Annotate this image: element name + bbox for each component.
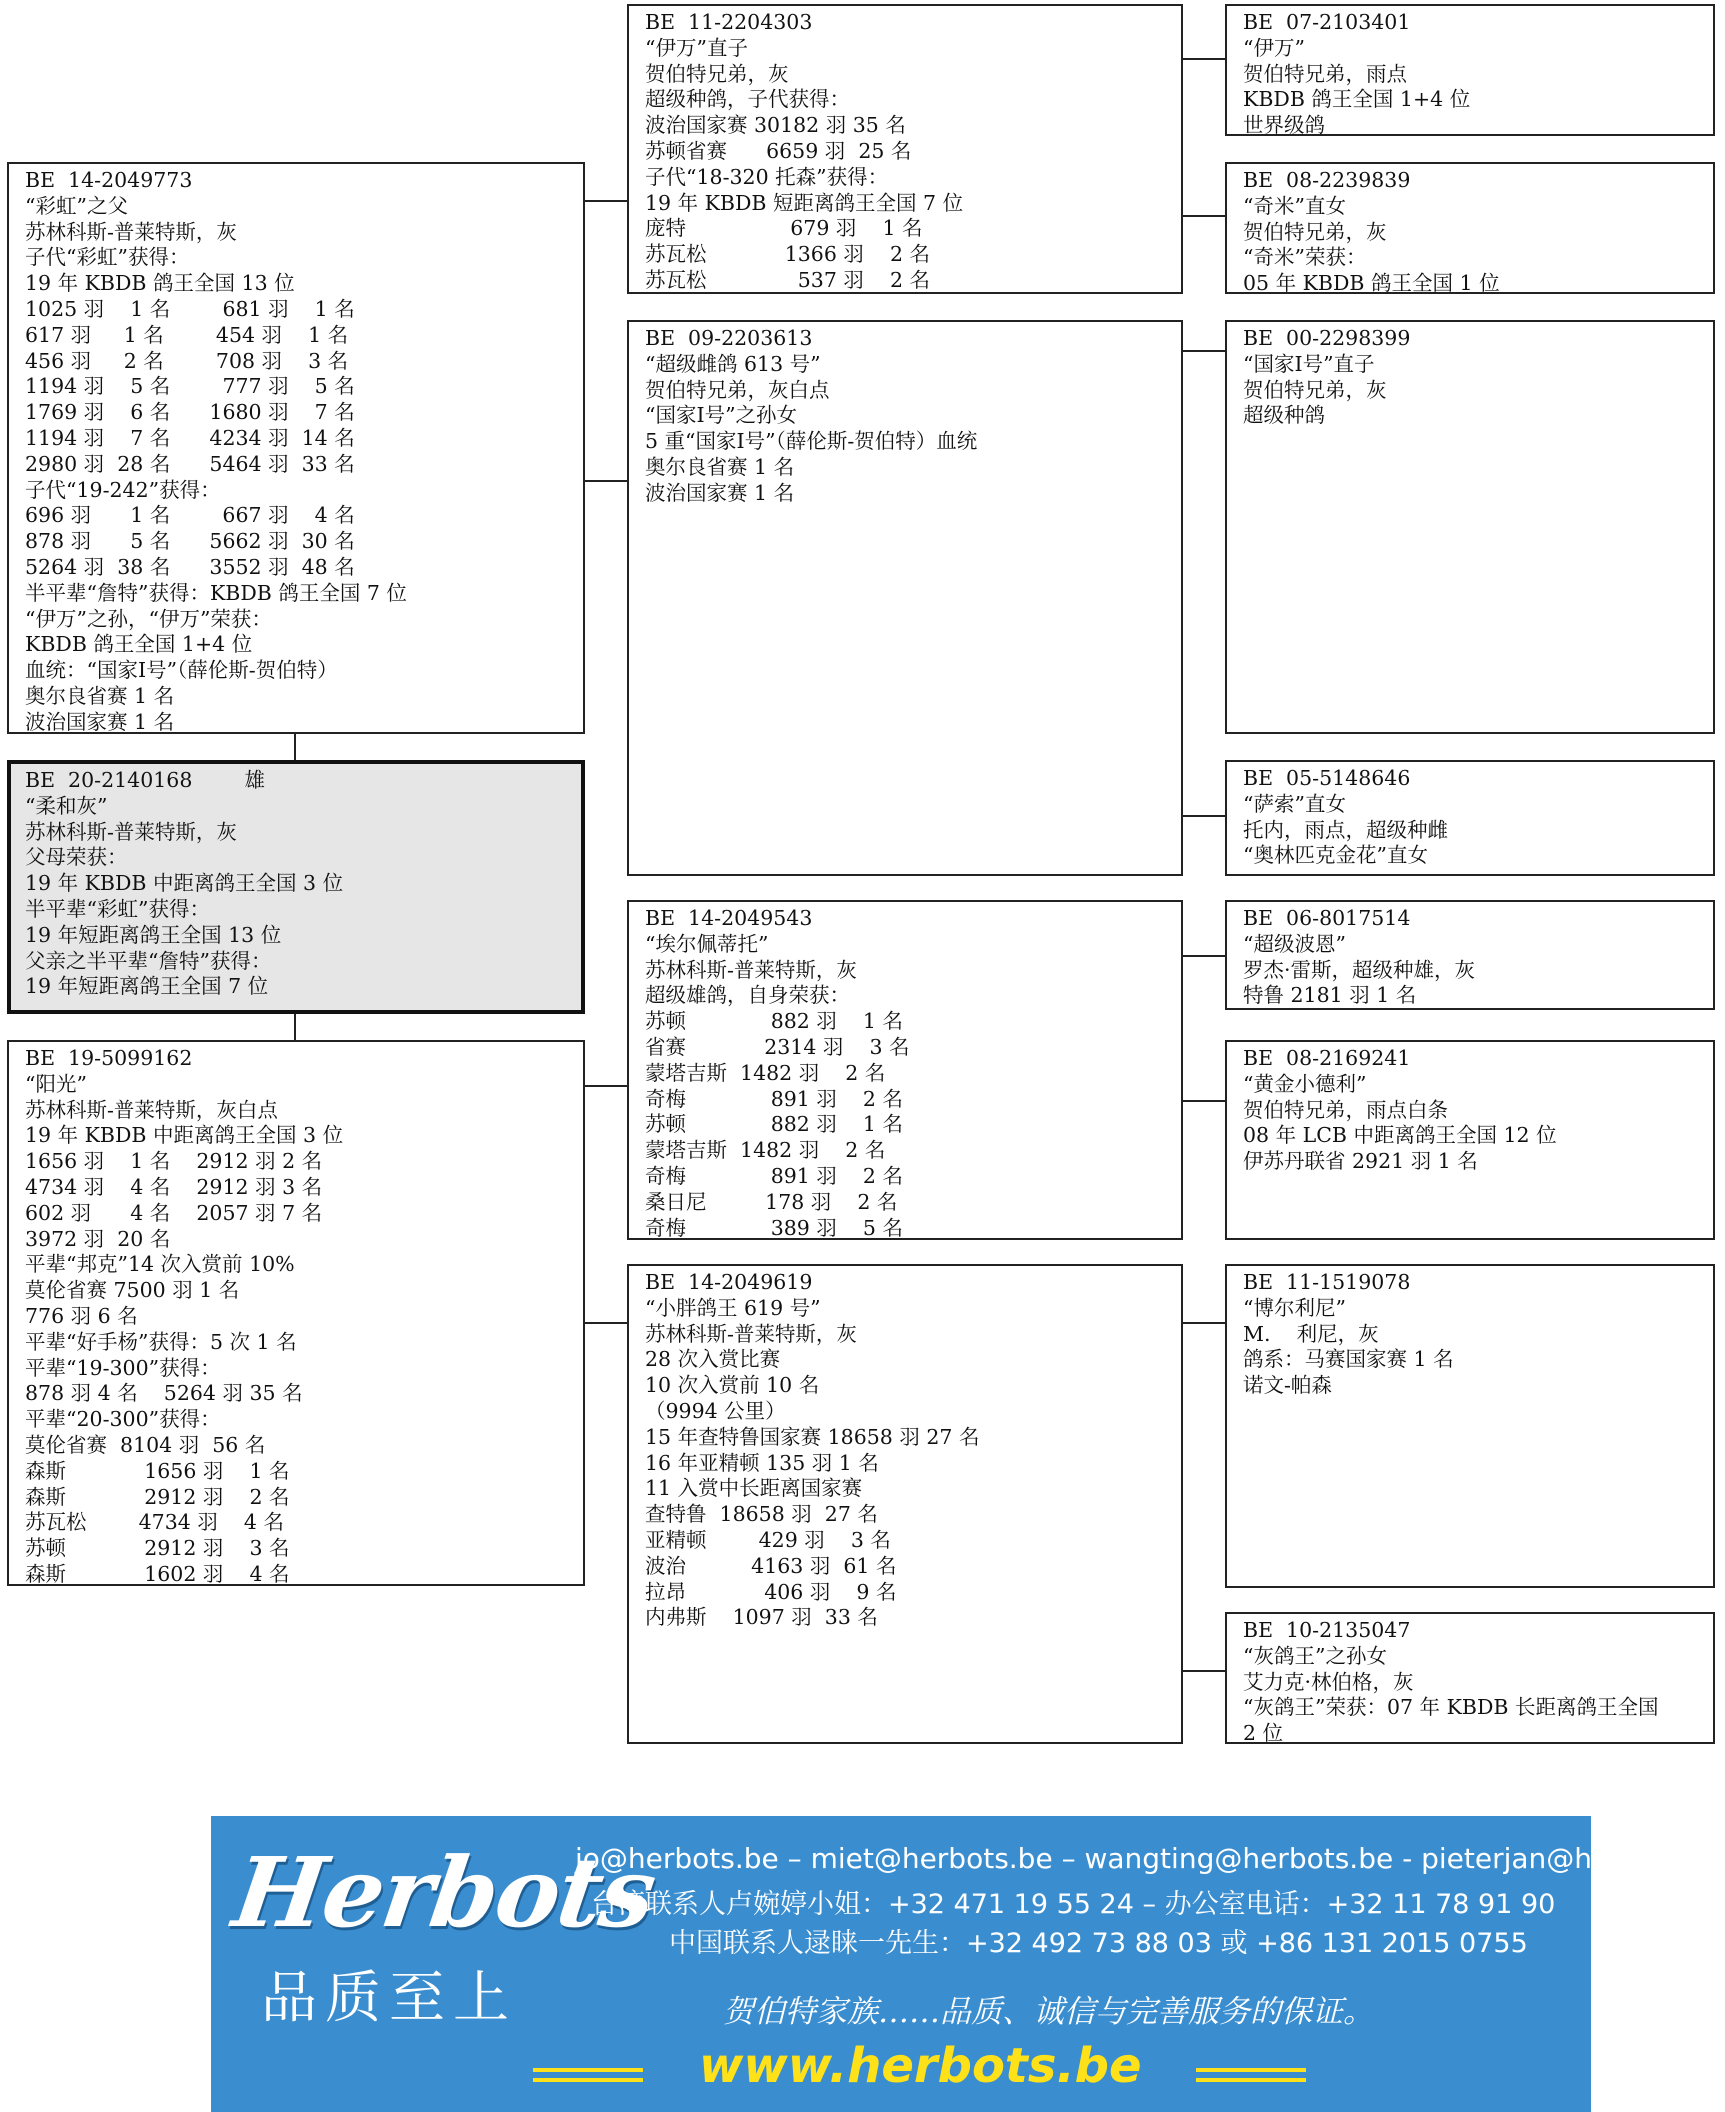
pedigree-text-line: 苏顿 882 羽 1 名: [645, 1112, 903, 1137]
pedigree-text-line: “小胖鸽王 619 号”: [645, 1295, 821, 1320]
pedigree-text-line: 2980 羽 28 名 5464 羽 33 名: [25, 451, 355, 476]
pedigree-text-line: 苏瓦松 537 羽 2 名: [645, 267, 930, 292]
pedigree-text-line: 超级种鸽: [1243, 403, 1325, 428]
pedigree-text-line: BE 09-2203613: [645, 326, 813, 350]
pedigree-text-line: 托内，雨点，超级种雌: [1243, 817, 1448, 842]
pedigree-text-line: 亚精顿 429 羽 3 名: [645, 1527, 891, 1552]
pedigree-text-line: 贺伯特兄弟，灰: [1243, 219, 1387, 244]
pedigree-text-line: （9994 公里）: [645, 1398, 786, 1423]
pedigree-text-line: 776 羽 6 名: [25, 1303, 138, 1328]
pedigree-text-line: “萨索”直女: [1243, 791, 1346, 816]
pedigree-text-line: 血统：“国家Ⅰ号”（薛伦斯-贺伯特）: [25, 658, 338, 683]
pedigree-text-line: 08 年 LCB 中距离鸽王全国 12 位: [1243, 1123, 1557, 1148]
pedigree-box-great-grandsire-3: [1225, 900, 1715, 1010]
pedigree-text-line: BE 07-2103401: [1243, 10, 1411, 34]
pedigree-box-great-granddam-1: [1225, 162, 1715, 294]
pedigree-text-line: BE 08-2239839: [1243, 168, 1411, 192]
banner-slogan: 品质至上: [261, 1966, 517, 2031]
pedigree-text-line: 波治 4163 羽 61 名: [645, 1553, 897, 1578]
pedigree-box-great-granddam-2: [1225, 760, 1715, 876]
pedigree-text-line: 15 年查特鲁国家赛 18658 羽 27 名: [645, 1424, 980, 1449]
contact-china: 中国联系人逯睐一先生：+32 492 73 88 03 或 +86 131 2015 0755: [669, 1928, 1528, 1959]
pedigree-text-line: 617 羽 1 名 454 羽 1 名: [25, 322, 349, 347]
pedigree-text-line: 奇梅 891 羽 2 名: [645, 1163, 903, 1188]
pedigree-text-line: 456 羽 2 名 708 羽 3 名: [25, 348, 349, 373]
pedigree-text-line: 森斯 1656 羽 1 名: [25, 1458, 290, 1483]
pedigree-text-line: 苏林科斯-普莱特斯，灰: [25, 819, 237, 844]
pedigree-text-line: 苏林科斯-普莱特斯，灰: [645, 957, 857, 982]
herbots-banner: [211, 1816, 1725, 2112]
pedigree-text-line: 奥尔良省赛 1 名: [25, 683, 175, 708]
contact-emails: jo@herbots.be – miet@herbots.be – wangting@herbots.be - pieterjan@herbots.be: [575, 1842, 1725, 1875]
pedigree-text-line: BE 05-5148646: [1243, 766, 1411, 790]
pedigree-text-line: “国家Ⅰ号”直子: [1243, 351, 1375, 376]
pedigree-text-line: 5 重“国家Ⅰ号”（薛伦斯-贺伯特）血统: [645, 429, 978, 454]
pedigree-text-line: 庞特 679 羽 1 名: [645, 216, 923, 241]
pedigree-text-line: 父亲之半平辈“詹特”获得：: [25, 948, 272, 973]
pedigree-text-line: “博尔利尼”: [1243, 1295, 1346, 1320]
pedigree-text-line: 子代“19-242”获得：: [25, 477, 221, 502]
pedigree-text-line: 贺伯特兄弟，灰: [1243, 377, 1387, 402]
pedigree-box-great-granddam-3: [1225, 1040, 1715, 1240]
pedigree-text-line: BE 14-2049619: [645, 1270, 813, 1294]
pedigree-text-line: “伊万”: [1243, 35, 1305, 60]
pedigree-text-line: 1194 羽 7 名 4234 羽 14 名: [25, 425, 355, 450]
pedigree-text-line: 森斯 1602 羽 4 名: [25, 1561, 290, 1586]
pedigree-text-line: 5264 羽 38 名 3552 羽 48 名: [25, 554, 355, 579]
pedigree-text-line: 1769 羽 6 名 1680 羽 7 名: [25, 400, 355, 425]
pedigree-text-line: 超级种鸽，子代获得：: [645, 87, 850, 112]
pedigree-text-line: 苏林科斯-普莱特斯，灰白点: [25, 1097, 278, 1122]
pedigree-text-line: 苏顿 2912 羽 3 名: [25, 1536, 290, 1561]
pedigree-text-line: “奥林匹克金花”直女: [1243, 843, 1428, 868]
pedigree-text-line: 贺伯特兄弟，灰白点: [645, 377, 830, 402]
pedigree-text-line: KBDB 鸽王全国 1+4 位: [25, 632, 253, 657]
pedigree-text-line: 莫伦省赛 8104 羽 56 名: [25, 1432, 266, 1457]
pedigree-text-line: “奇米”荣获：: [1243, 245, 1367, 270]
pedigree-text-line: KBDB 鸽王全国 1+4 位: [1243, 87, 1471, 112]
pedigree-box-granddam-maternal: [627, 1264, 1183, 1744]
pedigree-text-line: 28 次入赏比赛: [645, 1347, 781, 1372]
pedigree-text-line: “伊万”直子: [645, 35, 748, 60]
pedigree-text-line: 奇梅 891 羽 2 名: [645, 1086, 903, 1111]
pedigree-text-line: 平辈“邦克”14 次入赏前 10%: [25, 1252, 295, 1277]
pedigree-text-line: 602 羽 4 名 2057 羽 7 名: [25, 1200, 323, 1225]
pedigree-text-line: 贺伯特兄弟，灰: [645, 61, 789, 86]
pedigree-text-line: “灰鸽王”荣获：07 年 KBDB 长距离鸽王全国: [1243, 1695, 1659, 1720]
pedigree-text-line: 森斯 2912 羽 2 名: [25, 1484, 290, 1509]
pedigree-text-line: M. 利尼，灰: [1243, 1321, 1379, 1346]
banner-motto: 贺伯特家族……品质、诚信与完善服务的保证。: [723, 1994, 1374, 2030]
decorative-dash: [1196, 2068, 1306, 2072]
pedigree-text-line: “超级雌鸽 613 号”: [645, 351, 821, 376]
pedigree-text-line: 省赛 2314 羽 3 名: [645, 1034, 910, 1059]
connector-line: [1183, 1670, 1225, 1672]
pedigree-text-line: 鸽系：马赛国家赛 1 名: [1243, 1347, 1454, 1372]
connector-line: [585, 480, 627, 482]
connector-line: [1183, 215, 1225, 217]
pedigree-box-granddam-paternal: [627, 320, 1183, 876]
pedigree-text-line: 19 年 KBDB 短距离鸽王全国 7 位: [645, 190, 964, 215]
pedigree-text-line: 19 年 KBDB 中距离鸽王全国 3 位: [25, 871, 344, 896]
pedigree-text-line: 拉昂 406 羽 9 名: [645, 1579, 897, 1604]
pedigree-text-line: 苏顿 882 羽 1 名: [645, 1009, 903, 1034]
pedigree-text-line: 奥尔良省赛 1 名: [645, 454, 795, 479]
pedigree-text-line: 1194 羽 5 名 777 羽 5 名: [25, 374, 355, 399]
connector-line: [585, 1085, 627, 1087]
pedigree-text-line: 子代“彩虹”获得：: [25, 245, 190, 270]
pedigree-box-great-grandsire-4: [1225, 1264, 1715, 1588]
pedigree-text-line: 19 年 KBDB 鸽王全国 13 位: [25, 271, 295, 296]
pedigree-box-subject: [7, 760, 585, 1014]
connector-line: [1183, 58, 1225, 60]
pedigree-text-line: 11 入赏中长距离国家赛: [645, 1476, 863, 1501]
pedigree-text-line: 艾力克·林伯格，灰: [1243, 1669, 1414, 1694]
pedigree-text-line: 平辈“20-300”获得：: [25, 1407, 221, 1432]
pedigree-text-line: 半平辈“彩虹”获得：: [25, 896, 210, 921]
pedigree-text-line: BE 14-2049773: [25, 168, 193, 192]
pedigree-text-line: 4734 羽 4 名 2912 羽 3 名: [25, 1174, 323, 1199]
connector-line: [585, 200, 627, 202]
pedigree-text-line: 半平辈“詹特”获得：KBDB 鸽王全国 7 位: [25, 580, 407, 605]
pedigree-box-dam: [7, 1040, 585, 1586]
pedigree-text-line: 查特鲁 18658 羽 27 名: [645, 1502, 878, 1527]
pedigree-box-great-grandsire-2: [1225, 320, 1715, 734]
pedigree-text-line: 3972 羽 20 名: [25, 1226, 171, 1251]
pedigree-text-line: 平辈“好手杨”获得：5 次 1 名: [25, 1329, 297, 1354]
pedigree-text-line: 伊苏丹联省 2921 羽 1 名: [1243, 1149, 1478, 1174]
pedigree-text-line: 16 年亚精顿 135 羽 1 名: [645, 1450, 879, 1475]
connector-line: [1183, 1100, 1225, 1102]
pedigree-text-line: 19 年短距离鸽王全国 7 位: [25, 974, 269, 999]
pedigree-text-line: BE 00-2298399: [1243, 326, 1411, 350]
pedigree-text-line: 诺文-帕森: [1243, 1373, 1332, 1398]
pedigree-box-sire: [7, 162, 585, 734]
pedigree-box-grandsire-paternal: [627, 4, 1183, 294]
contact-taiwan: 台湾联系人卢婉婷小姐：+32 471 19 55 24 – 办公室电话：+32 11 78 91 90: [591, 1889, 1556, 1920]
pedigree-text-line: “埃尔佩蒂托”: [645, 931, 769, 956]
decorative-dash: [1196, 2078, 1306, 2082]
pedigree-text-line: “阳光”: [25, 1071, 87, 1096]
pedigree-text-line: BE 20-2140168 雄: [25, 768, 266, 792]
connector-line: [294, 1014, 296, 1040]
pedigree-text-line: BE 14-2049543: [645, 906, 813, 930]
pedigree-text-line: 696 羽 1 名 667 羽 4 名: [25, 503, 355, 528]
pedigree-text-line: 19 年短距离鸽王全国 13 位: [25, 922, 282, 947]
pedigree-text-line: 奇梅 389 羽 5 名: [645, 1215, 903, 1240]
pedigree-text-line: BE 19-5099162: [25, 1046, 193, 1070]
pedigree-text-line: 莫伦省赛 7500 羽 1 名: [25, 1278, 240, 1303]
pedigree-box-grandsire-maternal: [627, 900, 1183, 1240]
pedigree-text-line: 蒙塔吉斯 1482 羽 2 名: [645, 1138, 886, 1163]
pedigree-text-line: BE 11-1519078: [1243, 1270, 1411, 1294]
pedigree-box-great-grandsire-1: [1225, 4, 1715, 136]
pedigree-text-line: 1025 羽 1 名 681 羽 1 名: [25, 296, 355, 321]
pedigree-text-line: BE 10-2135047: [1243, 1618, 1411, 1642]
pedigree-text-line: “国家Ⅰ号”之孙女: [645, 403, 798, 428]
pedigree-text-line: 2 位: [1243, 1721, 1284, 1746]
connector-line: [1183, 350, 1225, 352]
pedigree-text-line: “灰鸽王”之孙女: [1243, 1643, 1387, 1668]
website-link[interactable]: www.herbots.be: [699, 2038, 1142, 2094]
herbots-logo: Herbots: [227, 1836, 661, 1949]
pedigree-text-line: 19 年 KBDB 中距离鸽王全国 3 位: [25, 1123, 344, 1148]
pedigree-text-line: “超级波恩”: [1243, 931, 1346, 956]
pedigree-text-line: 波治国家赛 30182 羽 35 名: [645, 113, 906, 138]
pedigree-text-line: 波治国家赛 1 名: [645, 480, 795, 505]
pedigree-text-line: 罗杰·雷斯，超级种雄，灰: [1243, 957, 1476, 982]
pedigree-text-line: 苏顿省赛 6659 羽 25 名: [645, 138, 912, 163]
pedigree-text-line: 1656 羽 1 名 2912 羽 2 名: [25, 1149, 323, 1174]
connector-line: [1183, 955, 1225, 957]
pedigree-text-line: 桑日尼 178 羽 2 名: [645, 1189, 898, 1214]
pedigree-text-line: “奇米”直女: [1243, 193, 1346, 218]
connector-line: [1183, 1322, 1225, 1324]
connector-line: [294, 734, 296, 760]
pedigree-text-line: BE 11-2204303: [645, 10, 813, 34]
pedigree-text-line: “伊万”之孙，“伊万”荣获：: [25, 606, 272, 631]
pedigree-text-line: 苏林科斯-普莱特斯，灰: [25, 219, 237, 244]
pedigree-text-line: “黄金小德利”: [1243, 1071, 1367, 1096]
pedigree-text-line: BE 06-8017514: [1243, 906, 1411, 930]
connector-line: [1183, 815, 1225, 817]
pedigree-text-line: 苏瓦松 4734 羽 4 名: [25, 1510, 284, 1535]
pedigree-text-line: 内弗斯 1097 羽 33 名: [645, 1605, 878, 1630]
pedigree-text-line: 苏瓦松 1366 羽 2 名: [645, 242, 931, 267]
pedigree-text-line: 蒙塔吉斯 1482 羽 2 名: [645, 1060, 886, 1085]
pedigree-text-line: 10 次入赏前 10 名: [645, 1373, 820, 1398]
pedigree-text-line: 贺伯特兄弟，雨点白条: [1243, 1097, 1448, 1122]
pedigree-text-line: 特鲁 2181 羽 1 名: [1243, 983, 1417, 1008]
pedigree-text-line: 878 羽 5 名 5662 羽 30 名: [25, 529, 355, 554]
connector-line: [585, 1322, 627, 1324]
pedigree-text-line: 贺伯特兄弟，雨点: [1243, 61, 1407, 86]
pedigree-text-line: 苏林科斯-普莱特斯，灰: [645, 1321, 857, 1346]
pedigree-text-line: 平辈“19-300”获得：: [25, 1355, 221, 1380]
pedigree-text-line: 父母荣获：: [25, 845, 128, 870]
pedigree-box-great-granddam-4: [1225, 1612, 1715, 1744]
pedigree-text-line: “彩虹”之父: [25, 193, 128, 218]
pedigree-text-line: 超级雄鸽，自身荣获：: [645, 983, 850, 1008]
decorative-dash: [533, 2068, 643, 2072]
pedigree-text-line: 05 年 KBDB 鸽王全国 1 位: [1243, 271, 1500, 296]
pedigree-text-line: 子代“18-320 托森”获得：: [645, 164, 889, 189]
pedigree-text-line: 波治国家赛 1 名: [25, 709, 175, 734]
pedigree-text-line: “柔和灰”: [25, 793, 108, 818]
pedigree-text-line: 878 羽 4 名 5264 羽 35 名: [25, 1381, 303, 1406]
decorative-dash: [533, 2078, 643, 2082]
pedigree-text-line: 世界级鸽: [1243, 113, 1325, 138]
pedigree-text-line: BE 08-2169241: [1243, 1046, 1411, 1070]
